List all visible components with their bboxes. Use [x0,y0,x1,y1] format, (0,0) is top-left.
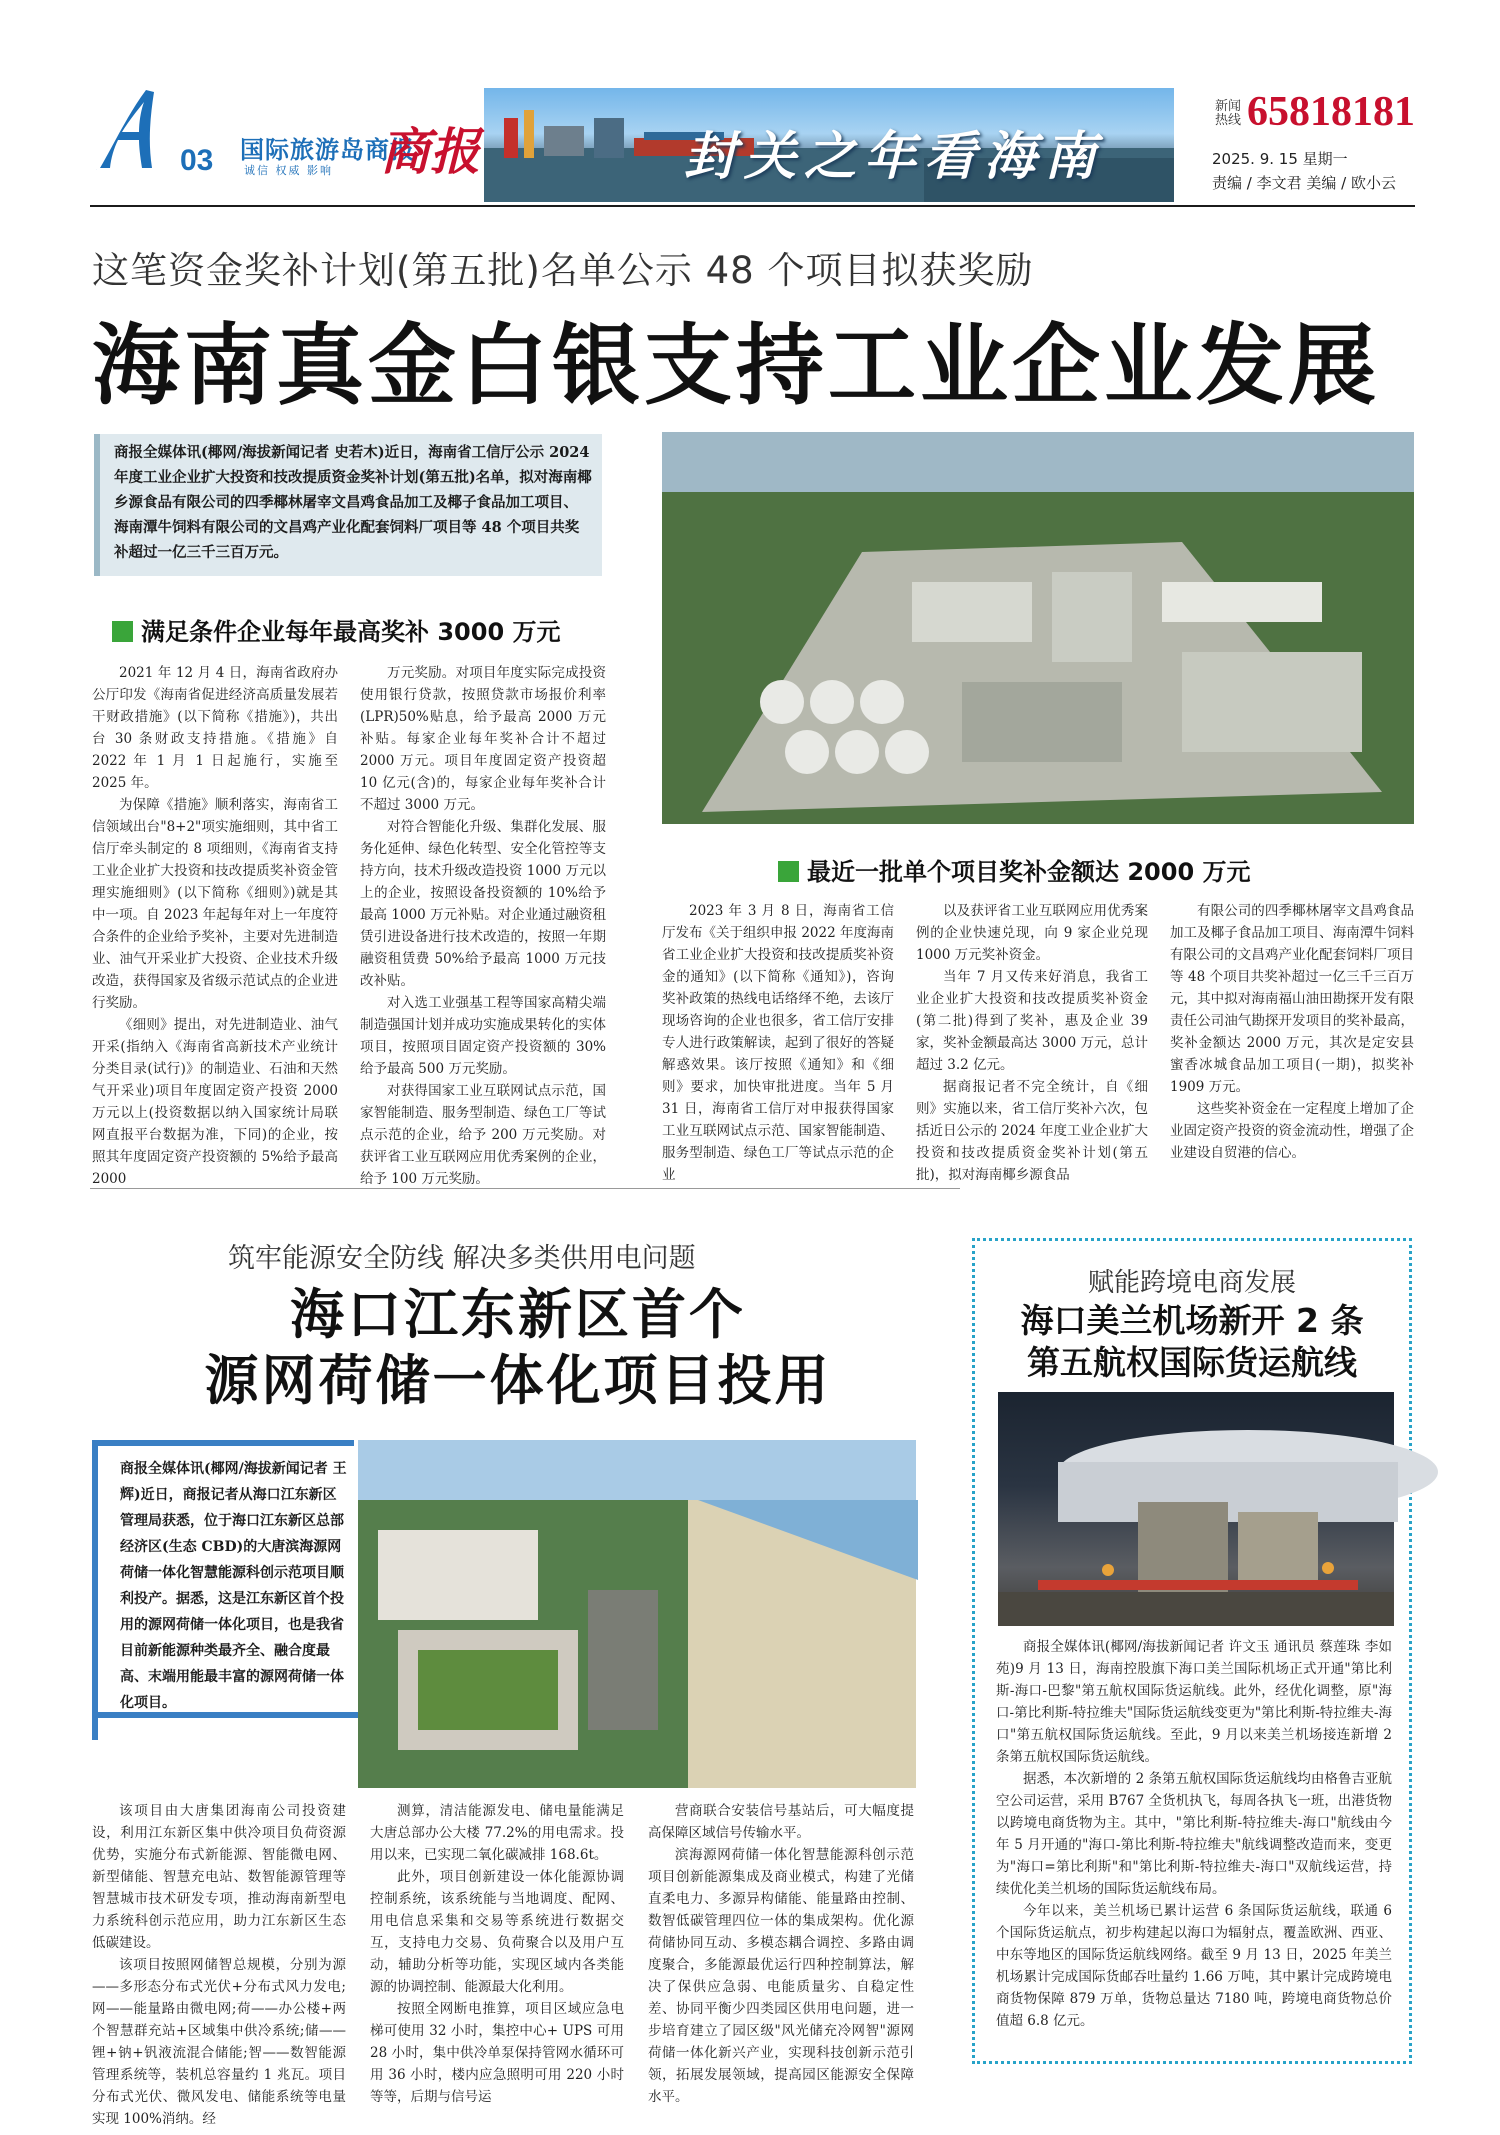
article2-lead: 商报全媒体讯(椰网/海拔新闻记者 王辉)近日，商报记者从海口江东新区管理局获悉，位于海口江东新区总部经济区(生态 CBD)的大唐滨海源网荷储一体化智慧能源科创示范项目顺利投产。据悉，这是江东新区首个投用的源网荷储一体化项目，也是我省目前新能源种类最齐全、融合度最高、末端用能最丰富的源网荷储一体化项目。 [92,1440,354,1740]
paragraph: 测算，清洁能源发电、储电量能满足大唐总部办公大楼 77.2%的用电需求。投用以来，已实现二氧化碳减排 168.6t。 [370,1803,624,1863]
article1-subhead2 [778,852,1251,887]
paragraph: 这些奖补资金在一定程度上增加了企业固定资产投资的资金流动性，增强了企业建设自贸港的信心。 [1170,1101,1414,1161]
paragraph: 据商报记者不完全统计，自《细则》实施以来，省工信厅奖补六次，包括近日公示的 2024 年度工业企业扩大投资和技改提质资金奖补计划(第五批)，拟对海南椰乡源食品 [916,1079,1148,1183]
subhead-marker-icon [778,861,799,882]
article1-column1 [92,662,338,1187]
industrial-park-photo [662,432,1414,824]
paragraph: 滨海源网荷储一体化智慧能源科创示范项目创新能源集成及商业模式，构建了光储直柔电力、多源异构储能、能量路由控制、数智低碳管理四位一体的集成架构。优化源荷储协同互动、多模态耦合调控、多路由调度聚合，多能源最优运行四种控制算法，解决了保供应急弱、电能质量劣、自稳定性差、协同平衡少四类园区供用电问题，进一步培育建立了园区级"风光储充冷网智"源网荷储一体化新兴产业，实现科技创新示范引领，拓展发展领域，提高园区能源安全保障水平。 [648,1847,914,2105]
section-divider [90,1188,960,1189]
hotline-label: 新闻热线 [1215,99,1242,128]
article1-column5 [1170,900,1414,1161]
jiangdong-cbd-photo [358,1440,916,1788]
article1-lead: 商报全媒体讯(椰网/海拔新闻记者 史若木)近日，海南省工信厅公示 2024 年度工业企业扩大投资和技改提质资金奖补计划(第五批)名单，拟对海南椰乡源食品有限公司的四季椰林屠宰文昌鸡食品加工及椰子食品加工项目、海南潭牛饲料有限公司的文昌鸡产业化配套饲料厂项目等 48 个项目共奖补超过一亿三千三百万元。 [94,434,602,576]
paragraph: 有限公司的四季椰林屠宰文昌鸡食品加工及椰子食品加工项目、海南潭牛饲料有限公司的文昌鸡产业化配套饲料厂项目等 48 个项目共奖补超过一亿三千三百万元，其中拟对海南福山油田勘探开发有限责任公司油气勘探开发项目的奖补最高，奖补金额达 2000 万元，其次是定安县蜜香冰城食品加工项目(一期)，拟奖补 1909 万元。 [1170,903,1414,1095]
subhead1-text: 满足条件企业每年最高奖补 3000 万元 [141,618,561,646]
headline-line: 海口江东新区首个 [290,1283,746,1346]
headline-line: 第五航权国际货运航线 [1027,1343,1357,1382]
paragraph: 为保障《措施》顺利落实，海南省工信领域出台"8+2"项实施细则，其中省工信厅牵头制定的 8 项细则，《海南省支持工业企业扩大投资和技改提质奖补资金管理实施细则》(以下简称《细则》)就是其中一项。自 2023 年起每年对上一年度符合条件的企业给予奖补，主要对先进制造业、油气开采业扩大投资、企业技术升级改造，获得国家及省级示范试点的企业进行奖励。 [92,797,338,1011]
paragraph: 《细则》提出，对先进制造业、油气开采(指纳入《海南省高新技术产业统计分类目录(试行)》的制造业、石油和天然气开采业)项目年度固定资产投资 2000 万元以上(投资数据以纳入国家统计局联网直报平台数据为准，下同)的企业，按照其年度固定资产投资额的 5%给予最高 2000 [92,1017,338,1187]
paragraph: 营商联合安装信号基站后，可大幅度提高保障区域信号传输水平。 [648,1803,914,1841]
paragraph: 当年 7 月又传来好消息，我省工业企业扩大投资和技改提质奖补资金(第二批)得到了奖补，惠及企业 39 家，奖补金额最高达 3000 万元，总计超过 3.2 亿元。 [916,969,1148,1073]
brand-logo: 商报 [380,122,480,181]
article1-kicker: 这笔资金奖补计划(第五批)名单公示 48 个项目拟获奖励 [92,249,1034,292]
paragraph: 2021 年 12 月 4 日，海南省政府办公厅印发《海南省促进经济高质量发展若干财政措施》(以下简称《措施》)，共出台 30 条财政支持措施。《措施》自 2022 年 1 月 1 日起施行，实施至 2025 年。 [92,665,338,791]
subhead-marker-icon [112,621,133,642]
article1-headline: 海南真金白银支持工业企业发展 [92,314,1381,417]
article2-headline [158,1282,878,1414]
header-banner [484,88,1174,202]
paragraph: 对符合智能化升级、集群化发展、服务化延伸、绿色化转型、安全化管控等支持方向，技术升级改造投资 1000 万元以上的企业，按照设备投资额的 10%给予最高 1000 万元补贴。对企业通过融资租赁引进设备进行技术改造的，按照一年期融资租赁费 50%给予最高 1000 万元技改补贴。 [360,819,606,989]
article1-column3 [662,900,894,1183]
article2-column3 [648,1800,914,2105]
article3-body [996,1636,1392,2056]
page-number: 03 [180,144,214,177]
header-divider [90,205,1415,207]
article1-column4 [916,900,1148,1183]
article1-column2 [360,662,606,1187]
article2-column2 [370,1800,624,2105]
page-letter-logo [92,84,172,174]
banner-title: 封关之年看海南 [684,126,1105,187]
paragraph: 商报全媒体讯(椰网/海拔新闻记者 许文玉 通讯员 蔡莲珠 李如苑)9 月 13 日，海南控股旗下海口美兰国际机场正式开通"第比利斯-海口-巴黎"第五航权国际货运航线。此外，经优化调整，原"海口-第比利斯-特拉维夫"国际货运航线变更为"第比利斯-特拉维夫-海口"第五航权国际货运航线。至此，9 月以来美兰机场接连新增 2 条第五航权国际货运航线。 [996,1639,1392,1765]
paragraph: 对入选工业强基工程等国家高精尖端制造强国计划并成功实施成果转化的实体项目，按照项目固定资产投资额的 30%给予最高 500 万元奖励。 [360,995,606,1077]
article2-column1 [92,1800,346,2127]
issue-date: 2025. 9. 15 星期一 [1212,150,1348,168]
cargo-plane-illustration [998,1392,1394,1626]
paragraph: 万元奖励。对项目年度实际完成投资使用银行贷款，按照贷款市场报价利率(LPR)50%贴息，给予最高 2000 万元补贴。每家企业每年奖补合计不超过 2000 万元。项目年度固定资产投资超 10 亿元(含)的，每家企业每年奖补合计不超过 3000 万元。 [360,665,606,813]
headline-line: 源网荷储一体化项目投用 [204,1349,832,1412]
article3-headline [972,1300,1412,1384]
paragraph: 此外，项目创新建设一体化能源协调控制系统，该系统能与当地调度、配网、用电信息采集和交易等系统进行数据交互，支持电力交易、负荷聚合以及用户互动，辅助分析等功能，实现区域内各类能源的协调控制、能源最大化利用。 [370,1869,624,1995]
paragraph: 该项目由大唐集团海南公司投资建设，利用江东新区集中供冷项目负荷资源优势，实施分布式新能源、智能微电网、新型储能、智慧充电站、数智能源管理等智慧城市技术研发专项，推动海南新型电力系统科创示范应用，助力江东新区生态低碳建设。 [92,1803,346,1951]
paragraph: 对获得国家工业互联网试点示范，国家智能制造、服务型制造、绿色工厂等试点示范的企业，给予 200 万元奖励。对获评省工业互联网应用优秀案例的企业，给予 100 万元奖励。 [360,1083,606,1187]
lead-frame-rule [92,1712,362,1718]
paragraph: 该项目按照网储智总规模，分别为源——多形态分布式光伏+分布式风力发电;网——能量路由微电网;荷——办公楼+两个智慧群充站+区域集中供冷系统;储——锂+钠+钒液流混合储能;智——数智能源管理系统等，装机总容量约 1 兆瓦。项目分布式光伏、微风发电、储能系统等电量实现 100%消纳。经 [92,1957,346,2127]
paragraph: 据悉，本次新增的 2 条第五航权国际货运航线均由格鲁吉亚航空公司运营，采用 B767 全货机执飞，每周各执飞一班，出港货物以跨境电商货物为主。其中，"第比利斯-特拉维夫-海口"航线由今年 5 月开通的"海口-第比利斯-特拉维夫"航线调整改造而来，变更为"海口=第比利斯"和"第比利斯-特拉维夫-海口"双航线运营，持续优化美兰机场的国际货运航线布局。 [996,1771,1392,1897]
article2-kicker: 筑牢能源安全防线 解决多类供用电问题 [228,1243,696,1274]
paragraph: 今年以来，美兰机场已累计运营 6 条国际货运航线，联通 6 个国际货运航点，初步构建起以海口为辐射点，覆盖欧洲、西亚、中东等地区的国际货运航线网络。截至 9 月 13 日，2025 年美兰机场累计完成国际货邮吞吐量约 1.66 万吨，其中累计完成跨境电商货物保障 879 万单，货物总量达 7180 吨，跨境电商货物总价值超 6.8 亿元。 [996,1903,1392,2029]
subhead2-text: 最近一批单个项目奖补金额达 2000 万元 [807,858,1251,886]
cbd-aerial-illustration [358,1440,916,1788]
headline-line: 海口美兰机场新开 2 条 [1020,1301,1364,1340]
industrial-park-illustration [662,432,1414,824]
paragraph: 以及获评省工业互联网应用优秀案例的企业快速兑现，向 9 家企业兑现 1000 万元奖补资金。 [916,903,1148,963]
article1-subhead1 [112,612,561,647]
brand-tagline: 诚信 权威 影响 [244,164,333,177]
paragraph: 按照全网断电推算，项目区域应急电梯可使用 32 小时，集控中心+ UPS 可用 28 小时，集中供冷单泵保持管网水循环可用 36 小时，楼内应急照明可用 220 小时等等，后期与信号运 [370,2001,624,2105]
cargo-loading-photo [998,1392,1394,1626]
article3-kicker: 赋能跨境电商发展 [1087,1268,1296,1298]
svg-text:A: A [96,170,97,171]
paragraph: 2023 年 3 月 8 日，海南省工信厅发布《关于组织申报 2022 年度海南省工业企业扩大投资和技改提质奖补资金的通知》(以下简称《通知》)，咨询奖补政策的热线电话络绎不绝，去该厅现场咨询的企业也很多，省工信厅安排专人进行政策解读，起到了很好的答疑解惑效果。该厅按照《通知》和《细则》要求，加快审批进度。当年 5 月 31 日，海南省工信厅对申报获得国家工业互联网试点示范、国家智能制造、服务型制造、绿色工厂等试点示范的企业 [662,903,894,1183]
hotline-number: 65818181 [1247,89,1415,135]
brand-name: 国际旅游岛商报 [240,136,415,164]
editors: 责编 / 李文君 美编 / 欧小云 [1212,174,1396,192]
